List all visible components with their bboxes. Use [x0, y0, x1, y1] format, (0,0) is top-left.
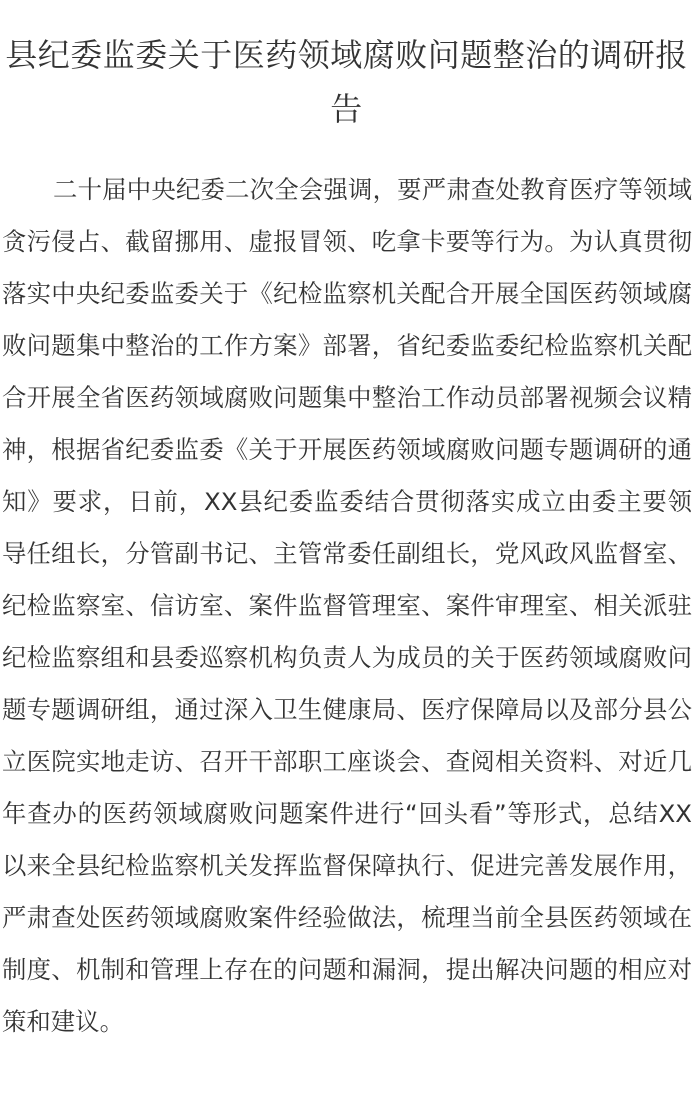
- document-body: [0, 136, 692, 1048]
- body-paragraph: 二十届中央纪委二次全会强调，要严肃查处教育医疗等领域贪污侵占、截留挪用、虚报冒领、吃拿卡要等行为。为认真贯彻落实中央纪委监委关于《纪检监察机关配合开展全国医药领域腐败问题集中整治的工作方案》部署，省纪委监委纪检监察机关配合开展全省医药领域腐败问题集中整治工作动员部署视频会议精神，根据省纪委监委《关于开展医药领域腐败问题专题调研的通知》要求，日前，XX县纪委监委结合贯彻落实成立由委主要领导任组长，分管副书记、主管常委任副组长，党风政风监督室、纪检监察室、信访室、案件监督管理室、案件审理室、相关派驻纪检监察组和县委巡察机构负责人为成员的关于医药领域腐败问题专题调研组，通过深入卫生健康局、医疗保障局以及部分县公立医院实地走访、召开干部职工座谈会、查阅相关资料、对近几年查办的医药领域腐败问题案件进行“回头看”等形式，总结XX以来全县纪检监察机关发挥监督保障执行、促进完善发展作用，严肃查处医药领域腐败案件经验做法，梳理当前全县医药领域在制度、机制和管理上存在的问题和漏洞，提出解决问题的相应对策和建议。: [2, 175, 692, 1036]
- document-title: 县纪委监委关于医药领域腐败问题整治的调研报告: [5, 36, 688, 128]
